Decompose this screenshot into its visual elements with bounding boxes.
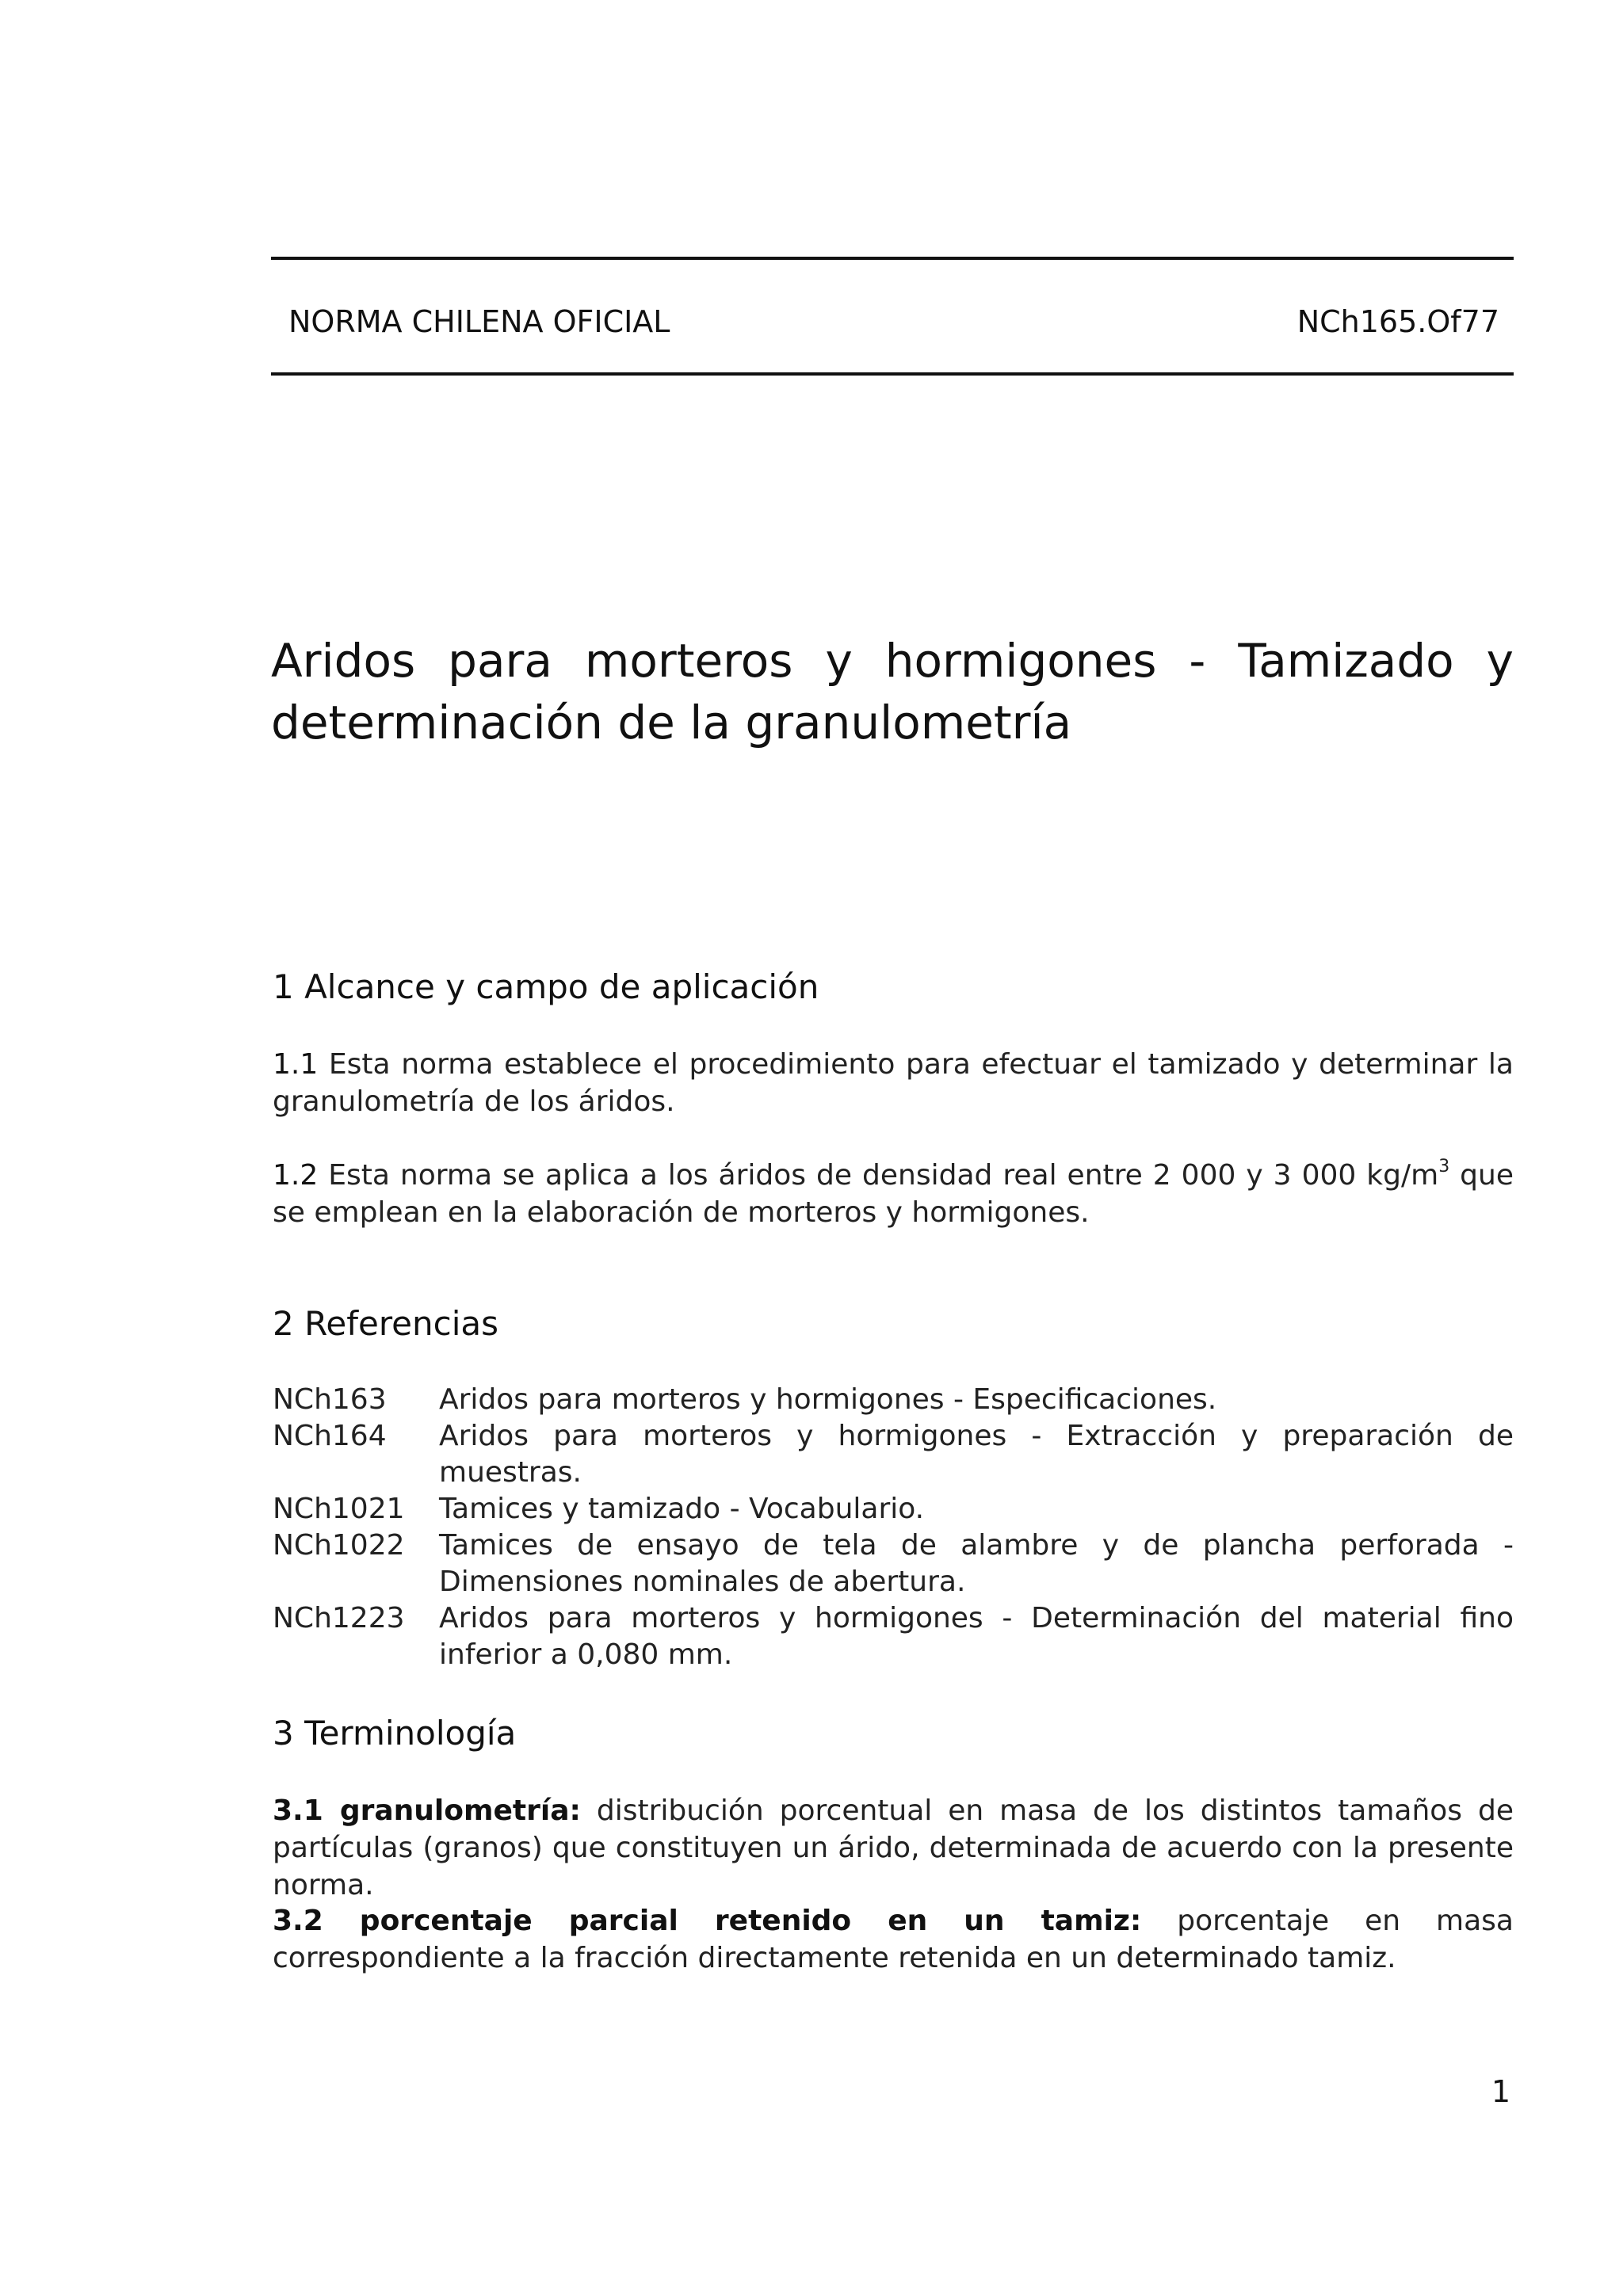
title-word: hormigones	[884, 634, 1157, 688]
reference-code: NCh1223	[273, 1602, 405, 1634]
section-1	[273, 965, 1514, 1009]
reference-title: Aridos para morteros y hormigones - Especificaciones.	[439, 1383, 1217, 1416]
title-word: para	[448, 634, 552, 688]
title-word: morteros	[584, 634, 793, 688]
title-word: -	[1189, 634, 1206, 688]
paragraph-1-1	[273, 1046, 1514, 1120]
reference-row	[273, 1600, 1514, 1673]
paragraph-1-2	[273, 1157, 1514, 1231]
reference-code: NCh163	[273, 1383, 387, 1416]
reference-title: Tamices de ensayo de tela de alambre y de plancha perforada - Dimensiones nominales de abertura.	[439, 1529, 1514, 1598]
reference-code: NCh1022	[273, 1529, 405, 1562]
title-word: y	[1486, 634, 1514, 688]
reference-title: Tamices y tamizado - Vocabulario.	[439, 1493, 925, 1525]
document-title	[271, 630, 1514, 753]
section-3	[273, 1711, 1514, 1756]
section-2-heading: 2 Referencias	[273, 1304, 499, 1343]
reference-code: NCh164	[273, 1420, 387, 1452]
header-document-code: NCh165.Of77	[1296, 304, 1499, 339]
title-word: Tamizado	[1238, 634, 1454, 688]
header-top-rule	[271, 257, 1514, 260]
page-number: 1	[1491, 2074, 1510, 2109]
definition-text: distribución porcentual en masa de los distintos tamaños de partículas (granos) que constituyen un árido, determinada de acuerdo con la presente norma.	[273, 1794, 1514, 1901]
definition-text: porcentaje en masa correspondiente a la fracción directamente retenida en un determinado tamiz.	[273, 1905, 1514, 1974]
paragraph-text: Esta norma se aplica a los áridos de densidad real entre 2 000 y 3 000 kg/m	[318, 1159, 1439, 1192]
reference-row	[273, 1418, 1514, 1491]
reference-title: Aridos para morteros y hormigones - Extracción y preparación de muestras.	[439, 1420, 1514, 1489]
title-line-2: determinación de la granulometría	[271, 696, 1072, 749]
paragraph-number: 1.1	[273, 1048, 319, 1081]
definition-3-2	[273, 1902, 1514, 1977]
definition-3-1	[273, 1792, 1514, 1904]
superscript-3: 3	[1438, 1157, 1450, 1177]
reference-row	[273, 1527, 1514, 1600]
section-3-heading: 3 Terminología	[273, 1714, 517, 1753]
references-list	[273, 1382, 1514, 1673]
header-bottom-rule	[271, 372, 1514, 376]
paragraph-text: Esta norma establece el procedimiento para efectuar el tamizado y determinar la granulometría de los áridos.	[273, 1048, 1514, 1118]
definition-term: 3.2 porcentaje parcial retenido en un tamiz:	[273, 1905, 1142, 1937]
reference-row	[273, 1382, 1514, 1418]
reference-code: NCh1021	[273, 1493, 405, 1525]
title-line-1	[271, 630, 1514, 692]
paragraph-number: 1.2	[273, 1159, 319, 1192]
title-word: Aridos	[271, 634, 416, 688]
definition-term: 3.1 granulometría:	[273, 1794, 581, 1827]
reference-row	[273, 1491, 1514, 1527]
reference-title: Aridos para morteros y hormigones - Determinación del material fino inferior a 0,080 mm.	[439, 1602, 1514, 1671]
header-standard-label: NORMA CHILENA OFICIAL	[288, 304, 670, 339]
section-2	[273, 1302, 1514, 1346]
title-word: y	[825, 634, 853, 688]
section-1-heading: 1 Alcance y campo de aplicación	[273, 967, 819, 1006]
paragraph-text-continued: que se emplean en la elaboración de morteros y hormigones.	[273, 1159, 1514, 1229]
